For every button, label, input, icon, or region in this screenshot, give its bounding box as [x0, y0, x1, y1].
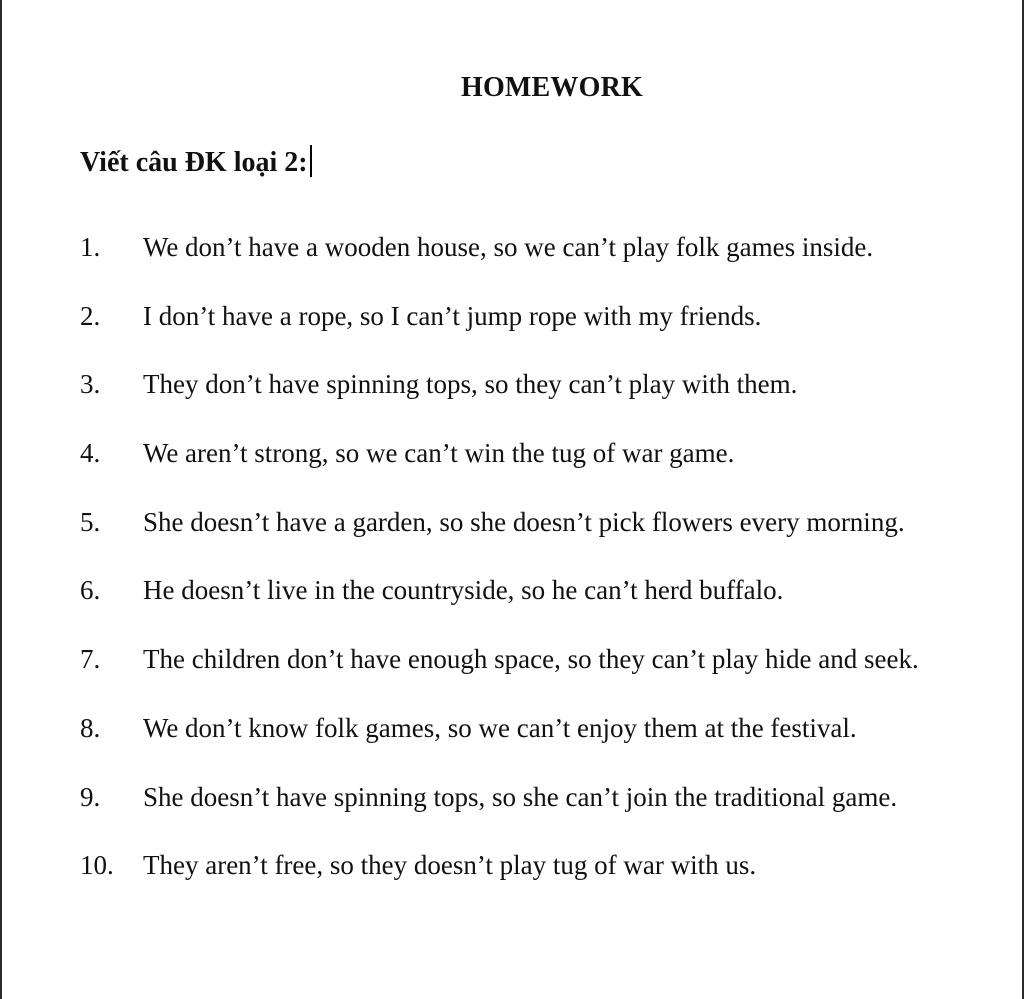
item-number: 8.	[80, 712, 101, 743]
item-text: I don’t have a rope, so I can’t jump rope with my friends.	[143, 300, 762, 331]
document-subtitle[interactable]	[80, 145, 312, 179]
item-number: 1.	[80, 232, 101, 262]
exercise-list	[80, 232, 1022, 919]
item-number: 2.	[80, 300, 101, 331]
item-number: 6.	[80, 575, 101, 606]
item-number: 10.	[80, 850, 114, 881]
item-number: 4.	[80, 438, 101, 469]
item-text: We aren’t strong, so we can’t win the tug of war game.	[143, 438, 735, 469]
document-title: HOMEWORK	[460, 72, 644, 103]
list-item	[80, 369, 1022, 438]
item-number: 5.	[80, 506, 101, 537]
list-item	[80, 644, 1022, 713]
item-text: We don’t have a wooden house, so we can’t play folk games inside.	[143, 232, 874, 262]
item-text: She doesn’t have spinning tops, so she can’t join the traditional game.	[143, 781, 898, 812]
list-item	[80, 713, 1022, 782]
list-item	[80, 782, 1022, 851]
list-item	[80, 232, 1022, 301]
subtitle-text: Viết câu ĐK loại 2:	[80, 147, 308, 178]
list-item	[80, 575, 1022, 644]
item-text: We don’t know folk games, so we can’t enjoy them at the festival.	[143, 712, 857, 743]
item-number: 7.	[80, 644, 101, 675]
list-item	[80, 301, 1022, 370]
text-cursor	[310, 145, 312, 177]
item-text: The children don’t have enough space, so they can’t play hide and seek.	[143, 644, 919, 675]
item-text: He doesn’t live in the countryside, so he can’t herd buffalo.	[143, 575, 784, 606]
list-item	[80, 850, 1022, 919]
item-text: They aren’t free, so they doesn’t play tug of war with us.	[143, 850, 757, 881]
list-item	[80, 507, 1022, 576]
list-item	[80, 438, 1022, 507]
item-number: 3.	[80, 369, 101, 400]
item-text: They don’t have spinning tops, so they can’t play with them.	[143, 369, 798, 400]
item-text: She doesn’t have a garden, so she doesn’t pick flowers every morning.	[143, 506, 905, 537]
item-number: 9.	[80, 781, 101, 812]
